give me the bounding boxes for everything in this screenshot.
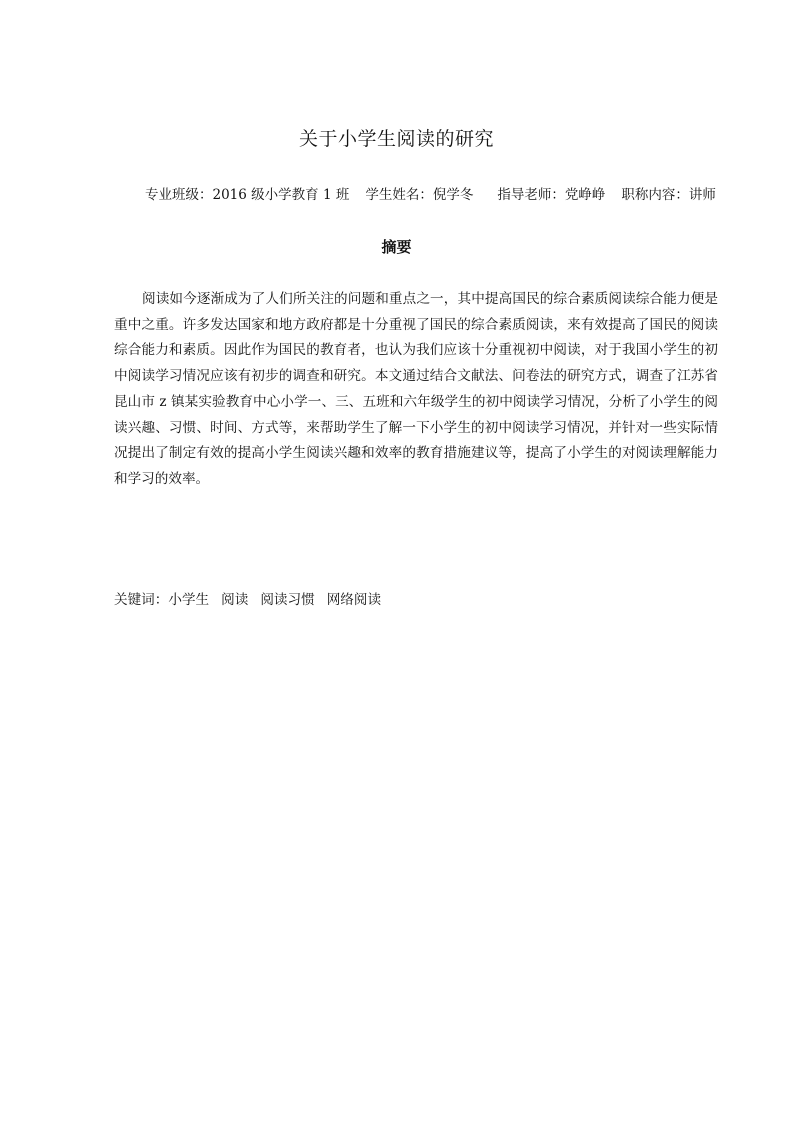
title-info <box>621 186 716 204</box>
abstract-heading: 摘要 <box>381 238 412 256</box>
author-info-line <box>145 186 725 204</box>
keyword-item: 阅读 <box>221 592 249 608</box>
class-info <box>145 186 349 204</box>
teacher-info <box>497 186 605 204</box>
keywords-line <box>114 590 393 610</box>
keyword-item: 阅读习惯 <box>260 592 315 608</box>
student-label: 学生姓名： <box>365 187 433 203</box>
student-info <box>365 186 473 204</box>
keyword-item: 小学生 <box>168 592 210 608</box>
keyword-item: 网络阅读 <box>326 592 382 608</box>
keywords-label: 关键词： <box>114 592 169 608</box>
title-value: 讲师 <box>688 187 716 203</box>
title-label: 职称内容： <box>621 187 689 203</box>
class-label: 专业班级： <box>145 187 213 203</box>
teacher-label: 指导老师： <box>497 187 565 203</box>
document-title: 关于小学生阅读的研究 <box>298 128 494 150</box>
teacher-value: 党峥峥 <box>564 187 606 203</box>
student-value: 倪学冬 <box>432 187 474 203</box>
class-value: 2016 级小学教育 1 班 <box>212 187 350 203</box>
abstract-paragraph: 阅读如今逐渐成为了人们所关注的问题和重点之一，其中提高国民的综合素质阅读综合能力便是重中之重。许多发达国家和地方政府都是十分重视了国民的综合素质阅读，来有效提高了国民的阅读综合能力和素质。因此作为国民的教育者，也认为我们应该十分重视初中阅读，对于我国小学生的初中阅读学习情况应该有初步的调查和研究。本文通过结合文献法、问卷法的研究方式，调查了江苏省昆山市 z 镇某实验教育中心小学一、三、五班和六年级学生的初中阅读学习情况，分析了小学生的阅读兴趣、习惯、时间、方式等，来帮助学生了解一下小学生的初中阅读学习情况，并针对一些实际情况提出了制定有效的提高小学生阅读兴趣和效率的教育措施建议等，提高了小学生的对阅读理解能力和学习的效率。 <box>114 291 718 487</box>
